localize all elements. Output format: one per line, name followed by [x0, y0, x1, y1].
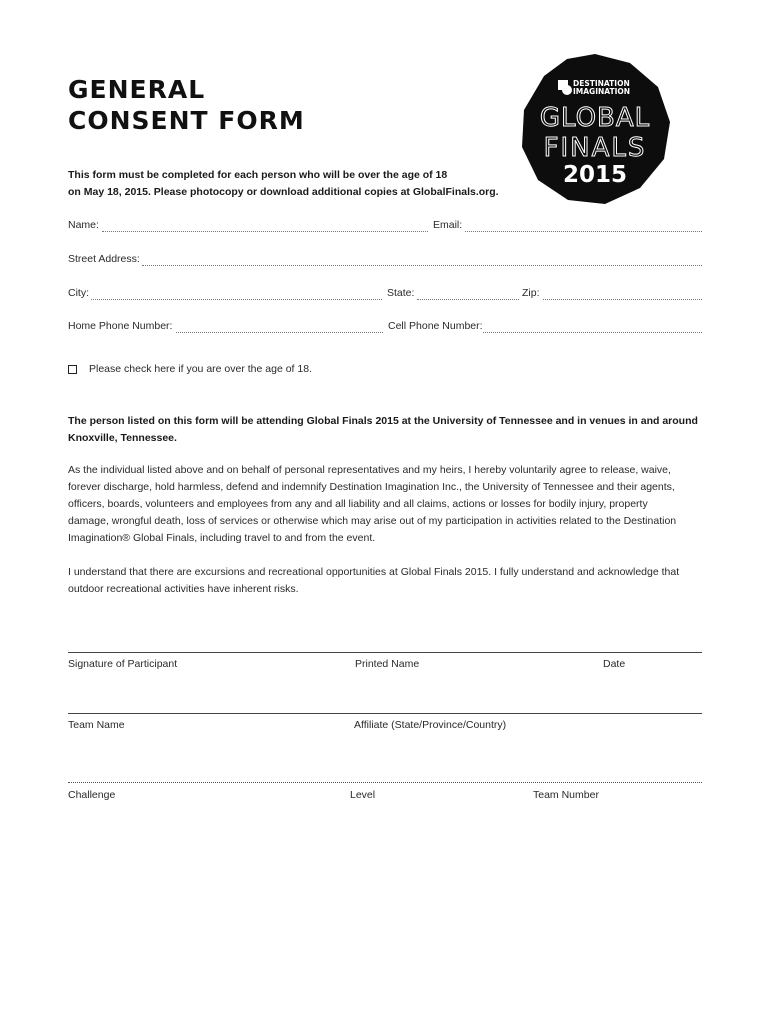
- global-finals-logo: [520, 54, 670, 204]
- risks-paragraph: [68, 564, 708, 598]
- name-email-row: [68, 219, 702, 235]
- zip-label: Zip:: [522, 287, 540, 299]
- cell-phone-field[interactable]: [483, 332, 702, 333]
- state-field[interactable]: [417, 299, 519, 300]
- team-name-label: Team Name: [68, 719, 125, 731]
- title-line-1: GENERAL: [68, 75, 206, 104]
- city-field[interactable]: [91, 299, 382, 300]
- cell-phone-label: Cell Phone Number:: [388, 320, 483, 332]
- age-checkbox[interactable]: [68, 365, 77, 374]
- intro-line-2: on May 18, 2015. Please photocopy or download additional copies at GlobalFinals.org.: [68, 186, 499, 198]
- name-label: Name:: [68, 219, 99, 231]
- page-title: [68, 74, 305, 136]
- logo-word-finals: FINALS: [543, 133, 647, 163]
- release-line-2: forever discharge, hold harmless, defend and indemnify Destination Imagination Inc., the University of Tennessee and their agents,: [68, 481, 675, 493]
- city-state-zip-row: [68, 287, 702, 303]
- team-number-label: Team Number: [533, 789, 599, 801]
- risks-line-1: I understand that there are excursions and recreational opportunities at Global Finals 2015. I fully understand and acknowledge that: [68, 566, 680, 578]
- logo-brand-line-2: IMAGINATION: [573, 87, 631, 96]
- risks-line-2: outdoor recreational activities have inherent risks.: [68, 583, 299, 595]
- phone-row: [68, 320, 702, 336]
- intro-text: [68, 167, 528, 201]
- affiliate-label: Affiliate (State/Province/Country): [354, 719, 507, 731]
- home-phone-label: Home Phone Number:: [68, 320, 173, 332]
- signature-line[interactable]: [68, 652, 702, 653]
- logo-graphic: [520, 54, 670, 204]
- level-label: Level: [350, 789, 376, 801]
- state-label: State:: [387, 287, 415, 299]
- title-line-2: CONSENT FORM: [68, 106, 305, 135]
- home-phone-field[interactable]: [176, 332, 383, 333]
- intro-line-1: This form must be completed for each person who will be over the age of 18: [68, 169, 448, 181]
- release-paragraph: [68, 462, 708, 547]
- team-line[interactable]: [68, 713, 702, 714]
- challenge-line[interactable]: [68, 782, 702, 783]
- email-label: Email:: [433, 219, 463, 231]
- logo-word-global: GLOBAL: [539, 103, 651, 133]
- city-label: City:: [68, 287, 89, 299]
- email-field[interactable]: [465, 231, 702, 232]
- release-line-4: damage, wrongful death, loss of services or otherwise which may arise out of my participation in activities related to the Destination: [68, 515, 677, 527]
- name-field[interactable]: [102, 231, 428, 232]
- logo-brand-line-1: DESTINATION: [573, 79, 630, 88]
- age-checkbox-label: Please check here if you are over the age of 18.: [89, 363, 312, 375]
- street-label: Street Address:: [68, 253, 140, 265]
- di-mark-dot: [562, 85, 572, 95]
- printed-name-label: Printed Name: [355, 658, 420, 670]
- street-field[interactable]: [142, 265, 702, 266]
- street-row: [68, 253, 702, 269]
- challenge-label: Challenge: [68, 789, 116, 801]
- logo-year: 2015: [562, 162, 628, 188]
- signature-participant-label: Signature of Participant: [68, 658, 178, 670]
- date-label: Date: [603, 658, 626, 670]
- zip-field[interactable]: [543, 299, 702, 300]
- release-line-1: As the individual listed above and on behalf of personal representatives and my heirs, I hereby voluntarily agree to release, waive,: [68, 464, 671, 476]
- notice-line-2: Knoxville, Tennessee.: [68, 432, 177, 444]
- release-line-3: officers, boards, volunteers and employees from any and all liability and all claims, actions or losses for bodily injury, property: [68, 498, 648, 510]
- release-line-5: Imagination® Global Finals, including travel to and from the event.: [68, 532, 376, 544]
- attendance-notice: [68, 413, 708, 447]
- notice-line-1: The person listed on this form will be attending Global Finals 2015 at the University of Tennessee and in venues in and around: [68, 415, 698, 427]
